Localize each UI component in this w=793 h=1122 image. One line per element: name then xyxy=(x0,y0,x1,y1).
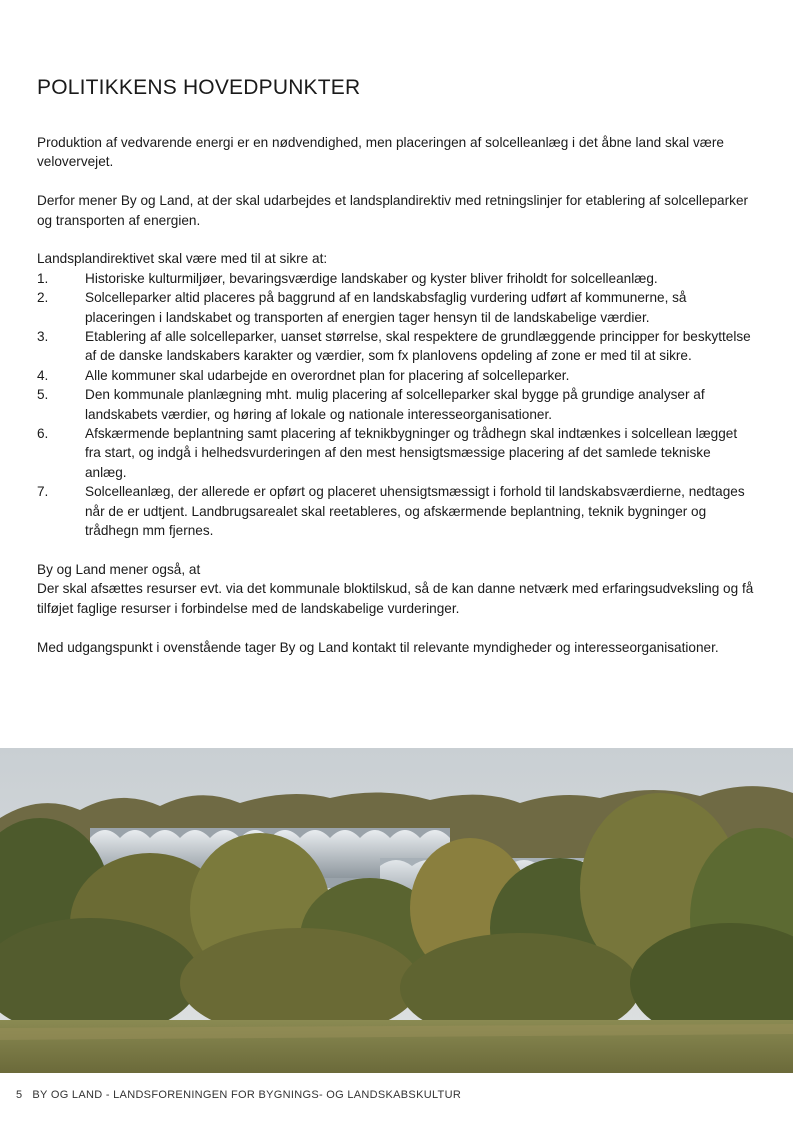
list-item xyxy=(37,269,755,288)
list-item xyxy=(37,288,755,327)
list-item-number: 5. xyxy=(37,387,49,403)
list-intro: Landsplandirektivet skal være med til at sikre at: xyxy=(37,251,328,267)
page-title: POLITIKKENS HOVEDPUNKTER xyxy=(37,76,361,99)
list-item-text: Historiske kulturmiljøer, bevaringsværdige landskaber og kyster bliver friholdt for solcelleanlæg. xyxy=(85,270,658,286)
list-item xyxy=(37,482,755,540)
list-item xyxy=(37,424,755,482)
list-item-number: 7. xyxy=(37,484,49,500)
landscape-photo xyxy=(0,748,793,1073)
also-paragraph: Der skal afsættes resurser evt. via det kommunale bloktilskud, så de kan danne netværk med erfaringsudveksling og få tilføjet faglige resurser i forbindelse med de landskabelige vurderinger. xyxy=(37,581,754,616)
list-item-text: Den kommunale planlægning mht. mulig placering af solcelleparker skal bygge på grundige analyser af landskabets værdier, og høring af lokale og nationale interesseorganisationer. xyxy=(85,387,705,422)
list-item-text: Solcelleparker altid placeres på baggrund af en landskabsfaglig vurdering udført af kommunerne, så placeringen i landskabet og transporten af energien tager hensyn til de landskabelige værdier. xyxy=(85,290,687,325)
closing-paragraph: Med udgangspunkt i ovenstående tager By og Land kontakt til relevante myndigheder og interesseorganisationer. xyxy=(37,639,719,655)
intro-paragraph-1: Produktion af vedvarende energi er en nødvendighed, men placeringen af solcelleanlæg i det åbne land skal være velovervejet. xyxy=(37,135,724,170)
list-item-text: Etablering af alle solcelleparker, uanset størrelse, skal respektere de grundlæggende principper for beskyttelse af de danske landskabers karakter og værdier, som fx planlovens opdeling af zone er med til at sikre. xyxy=(85,329,751,364)
page-footer xyxy=(16,1089,461,1101)
list-item xyxy=(37,366,755,385)
also-heading: By og Land mener også, at xyxy=(37,561,201,577)
footer-text: BY OG LAND - LANDSFORENINGEN FOR BYGNINGS- OG LANDSKABSKULTUR xyxy=(32,1089,462,1101)
page-number: 5 xyxy=(16,1089,23,1101)
list-item-text: Alle kommuner skal udarbejde en overordnet plan for placering af solcelleparker. xyxy=(85,367,570,383)
list-item xyxy=(37,327,755,366)
list-item-text: Solcelleanlæg, der allerede er opført og placeret uhensigtsmæssigt i forhold til landskabsværdierne, nedtages når de er udtjent. Landbrugsarealet skal reetableres, og afskærmende beplantning, teknik bygninger og trådhegn mm fjernes. xyxy=(85,484,745,539)
body-text xyxy=(37,133,755,657)
policy-points-list xyxy=(37,269,755,541)
list-item-number: 1. xyxy=(37,270,49,286)
list-item-number: 6. xyxy=(37,426,49,442)
list-item-number: 4. xyxy=(37,367,49,383)
list-item-number: 2. xyxy=(37,290,49,306)
list-item xyxy=(37,385,755,424)
intro-paragraph-2: Derfor mener By og Land, at der skal udarbejdes et landsplandirektiv med retningslinjer for etablering af solcelleparker og transporten af energien. xyxy=(37,193,749,228)
list-item-text: Afskærmende beplantning samt placering af teknikbygninger og trådhegn skal indtænkes i solcellean lægget fra start, og indgå i helhedsvurderingen af den mest hensigtsmæssige placering af det samlede tekniske anlæg. xyxy=(85,426,738,480)
list-item-number: 3. xyxy=(37,329,49,345)
